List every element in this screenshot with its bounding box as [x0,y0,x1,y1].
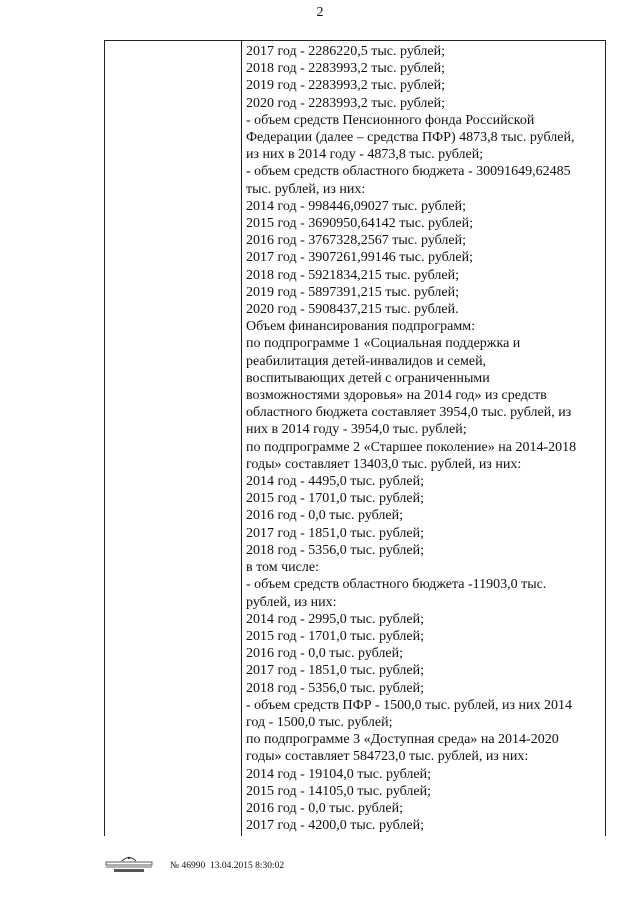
text-line: 2019 год - 5897391,215 тыс. рублей; [246,284,460,300]
text-line: 2018 год - 5356,0 тыс. рублей; [246,680,425,696]
text-line: - объем средств областного бюджета -11903,0 тыс. [246,577,547,593]
text-line: 2020 год - 5908437,215 тыс. рублей. [246,302,459,318]
text-line: - объем средств ПФР - 1500,0 тыс. рублей, из них 2014 [246,697,573,713]
text-line: в том числе: [246,560,319,576]
page-number: 2 [316,5,324,20]
text-line: 2018 год - 5356,0 тыс. рублей; [246,542,425,558]
text-line: 2017 год - 4200,0 тыс. рублей; [246,818,425,834]
text-line: - объем средств областного бюджета - 30091649,62485 [246,164,571,180]
text-line: 2014 год - 19104,0 тыс. рублей; [246,766,432,782]
text-line: 2018 год - 5921834,215 тыс. рублей; [246,267,460,283]
text-line: 2018 год - 2283993,2 тыс. рублей; [246,61,446,77]
text-line: 2016 год - 0,0 тыс. рублей; [246,800,404,816]
text-line: 2020 год - 2283993,2 тыс. рублей; [246,95,446,111]
text-line: них в 2014 году - 3954,0 тыс. рублей; [246,422,467,438]
table-right-column [246,43,601,834]
text-line: 2014 год - 2995,0 тыс. рублей; [246,611,425,627]
text-line: годы» составляет 13403,0 тыс. рублей, из них: [246,456,522,472]
table-left-column [105,41,242,836]
text-line: Объем финансирования подпрограмм: [246,319,475,335]
text-line: 2016 год - 0,0 тыс. рублей; [246,508,404,524]
text-line: год - 1500,0 тыс. рублей; [246,714,393,730]
document-table [104,40,606,836]
text-line: 2015 год - 14105,0 тыс. рублей; [246,783,432,799]
document-number: 46990 [181,861,206,871]
logo-icon [100,852,158,874]
text-line: из них в 2014 году - 4873,8 тыс. рублей; [246,147,484,163]
text-line: 2017 год - 2286220,5 тыс. рублей; [246,44,446,59]
document-stamp [170,861,284,871]
text-line: по подпрограмме 3 «Доступная среда» на 2014-2020 [246,732,559,748]
text-line: 2014 год - 998446,09027 тыс. рублей; [246,198,467,214]
text-line: 2017 год - 1851,0 тыс. рублей; [246,525,425,541]
text-line: 2014 год - 4495,0 тыс. рублей; [246,474,425,490]
text-line: 2015 год - 1701,0 тыс. рублей; [246,628,425,644]
text-line: областного бюджета составляет 3954,0 тыс. рублей, из [246,405,572,421]
text-line: годы» составляет 584723,0 тыс. рублей, из них: [246,749,529,765]
text-line: 2017 год - 1851,0 тыс. рублей; [246,663,425,679]
number-symbol: № [170,861,180,871]
text-line: 2016 год - 3767328,2567 тыс. рублей; [246,233,467,249]
text-line: рублей, из них: [246,594,337,610]
text-line: возможностями здоровья» на 2014 год» из средств [246,388,547,404]
text-line: по подпрограмме 1 «Социальная поддержка и [246,336,521,352]
text-line: 2019 год - 2283993,2 тыс. рублей; [246,78,446,94]
document-date: 13.04.2015 [209,861,253,871]
text-line: 2016 год - 0,0 тыс. рублей; [246,646,404,662]
document-time: 8:30:02 [255,861,285,871]
text-line: 2015 год - 3690950,64142 тыс. рублей; [246,216,474,232]
text-line: 2017 год - 3907261,99146 тыс. рублей; [246,250,474,266]
text-line: 2015 год - 1701,0 тыс. рублей; [246,491,425,507]
text-line: реабилитация детей-инвалидов и семей, [246,353,487,369]
text-line: - объем средств Пенсионного фонда Российской [246,112,535,128]
text-line: тыс. рублей, из них: [246,181,366,197]
text-line: по подпрограмме 2 «Старшее поколение» на 2014-2018 [246,439,577,455]
text-line: Федерации (далее – средства ПФР) 4873,8 тыс. рублей, [246,130,575,146]
text-line: воспитывающих детей с ограниченными [246,370,490,386]
